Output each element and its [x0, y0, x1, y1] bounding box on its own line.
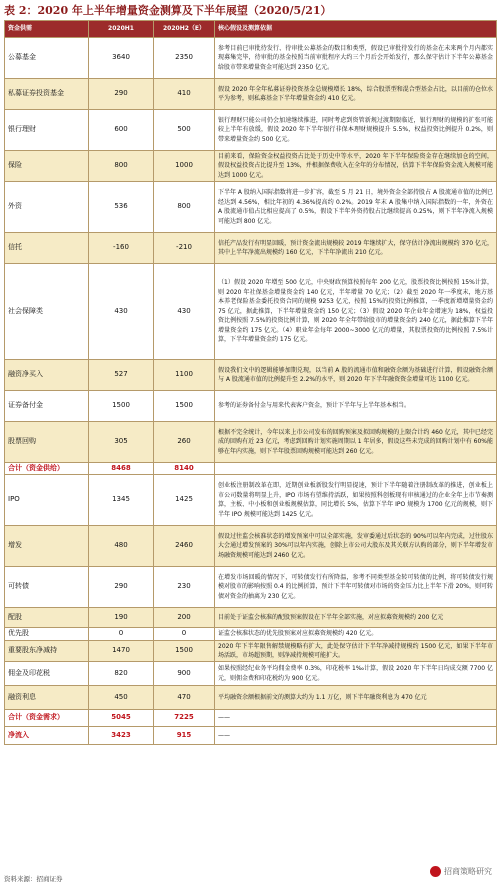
row-assumption: 假设我们文中的逻辑能够加期兑现，以当前 A 股的流通市值和融资余额为基础进行计算，假设融资余额与 A 股流通市值的比例提升至 2.2%的水平，则 2020 年下半年融资资金增量可达 1100 亿元。: [215, 360, 497, 391]
value-2020h1: 1345: [89, 475, 154, 526]
row-assumption: （1）假设 2020 年增至 500 亿元，中央财政预算按照每年 200 亿元，股票投资比例按照 15%计算，则 2020 年社保基金增量资金约 140 亿元，半年增量 70 亿元；（2）截至 2020 年一季度末，地方基本养老保险基金委托投资合同的规模 9253 亿元，按照 15%的投资比例推算，一季度新增增量资金约 75 亿元，据此推算，下半年增量资金约 150 亿元；（3）假设 2020 年企业年金增速为 18%，权益投资比例按照 7.5%的投资比例计算，则 2020 年全年带给股市的增量资金约 240 亿元，据此推算下半年增量资金约 175 亿元。（4）职业年金每年 2000~3000 亿元的增量，其股票投资的比例按照 7.5%计算，下半年增量资金约 175 亿元。: [215, 264, 497, 360]
table-row: [5, 567, 497, 608]
value-2020h1: 305: [89, 422, 154, 463]
value-2020h1: 290: [89, 79, 154, 110]
value-2020h2: 7225: [154, 710, 215, 727]
table-row: [5, 662, 497, 686]
value-2020h2: 0: [154, 628, 215, 641]
row-name: 佣金及印花税: [5, 662, 89, 686]
value-2020h2: 410: [154, 79, 215, 110]
value-2020h1: 800: [89, 151, 154, 182]
value-2020h1: 430: [89, 264, 154, 360]
row-assumption: 下半年 A 股纳入国际指数将进一步扩容，截至 5 月 21 日，境外资金全部持股占 A 股流通市值的比例已经达到 4.56%，相比年初的 4.36%提高约 0.2%。2019 年末 A 股集中纳入国际指数的一年，外资在 A 股流通市值占比相应提高了 0.5%，假设下半年外资持股占比继续提高 0.25%，则下半年净流入规模可能达到 800 亿元。: [215, 182, 497, 233]
value-2020h2: 470: [154, 686, 215, 710]
value-2020h2: 8140: [154, 463, 215, 475]
row-name: 配股: [5, 608, 89, 628]
table-row: [5, 686, 497, 710]
row-name: 私募证券投资基金: [5, 79, 89, 110]
table-row: [5, 727, 497, 745]
value-2020h1: -160: [89, 233, 154, 264]
value-2020h2: -210: [154, 233, 215, 264]
fund-flow-table: [4, 20, 497, 745]
value-2020h2: 1500: [154, 391, 215, 422]
row-name: 公募基金: [5, 38, 89, 79]
row-assumption: 在增发市场回暖的情况下，可转债发行有所降温，参考不同类型基金转可转债的比例，将可转债发行规模对股市的影响按照 0.4 的比例折算，预计下半年可转债对市场的资金压力比上半年下滑 20%，则可转债对资金的抽离为 230 亿元。: [215, 567, 497, 608]
value-2020h2: 1425: [154, 475, 215, 526]
value-2020h2: 1000: [154, 151, 215, 182]
table-row: [5, 264, 497, 360]
row-assumption: 2020 年下半年限售解禁规模略有扩大，此处保守估计下半年净减持规模约 1500 亿元，如果下半年市场活跃，市场超预期，则净减持规模可能扩大。: [215, 641, 497, 662]
row-name: 银行理财: [5, 110, 89, 151]
row-assumption: 目前来看，保险资金权益投资占比处于历史中等水平，2020 年下半年保险资金存在继续加仓的空间，假设权益投资占比提升至 13%，并根据保费收入在全年的分布情况，估算下半年保险资金流入规模可能达到 1000 亿元。: [215, 151, 497, 182]
row-assumption: 参考目前已审批待发行、待审批公募基金的数目和类型，假设已审批待发行的基金在未来两个月内都实现募集完毕，待审批的基金按照当前审批程序大约三个月后会开始发行，那么保守估计下半年公募基金给股市带来增量资金可能达到 2350 亿元。: [215, 38, 497, 79]
table-row: [5, 608, 497, 628]
value-2020h1: 450: [89, 686, 154, 710]
row-name: 融资利息: [5, 686, 89, 710]
value-2020h1: 290: [89, 567, 154, 608]
value-2020h1: 1470: [89, 641, 154, 662]
value-2020h1: 3423: [89, 727, 154, 745]
value-2020h1: 3640: [89, 38, 154, 79]
value-2020h2: 2460: [154, 526, 215, 567]
row-name: 可转债: [5, 567, 89, 608]
header-2020h2: 2020H2（E）: [154, 21, 215, 38]
row-name: 股票回购: [5, 422, 89, 463]
table-row: [5, 79, 497, 110]
table-row: [5, 463, 497, 475]
value-2020h2: 1500: [154, 641, 215, 662]
row-name: IPO: [5, 475, 89, 526]
row-name: 证券备付金: [5, 391, 89, 422]
header-assumptions: 核心假设及测算依据: [215, 21, 497, 38]
row-name: 合计（资金需求）: [5, 710, 89, 727]
row-assumption: 创业板注册制改革在即，近期创业板新股发行明显提速，预计下半年随着注册制改革的推进，创业板上市公司数量将明显上升，IPO 市场有望维持活跃，如果按照科创板现有审核通过的企业全年上市节奏测算，主板、中小板和创业板规模估算，同比增长 5%，估算下半年 IPO 规模为 1700 亿元的规模，则下半年 IPO 规模可能达到 1425 亿元。: [215, 475, 497, 526]
table-body: [5, 38, 497, 745]
row-assumption: 假设过往监会核准状态的增发预案中可以全部实施，发审委通过后状态的 90%可以年内完成，过往股东大会通过增发预案的 30%可以年内实施，创除上市公司大股东及其关联方认购的部分，则下半年增发市场融资规模可能达到 2460 亿元。: [215, 526, 497, 567]
row-name: 社会保障类: [5, 264, 89, 360]
value-2020h2: 2350: [154, 38, 215, 79]
row-assumption: 参考的证券备付金与用来代表客户资金，预计下半年与上半年基本相当。: [215, 391, 497, 422]
source-note: 资料来源：招商证券: [4, 875, 63, 883]
row-name: 融资净买入: [5, 360, 89, 391]
logo-icon: [430, 866, 441, 877]
row-assumption: ——: [215, 710, 497, 727]
value-2020h1: 820: [89, 662, 154, 686]
row-name: 优先股: [5, 628, 89, 641]
table-row: [5, 422, 497, 463]
value-2020h1: 1500: [89, 391, 154, 422]
row-assumption: [215, 463, 497, 475]
row-name: 重要股东净减持: [5, 641, 89, 662]
row-assumption: ——: [215, 727, 497, 745]
row-assumption: 信托产品发行有明显回暖，预计资金流出规模较 2019 年继续扩大，保守估计净流出规模约 370 亿元，其中上半年净流出规模约 160 亿元，下半年净流出 210 亿元。: [215, 233, 497, 264]
value-2020h1: 480: [89, 526, 154, 567]
value-2020h2: 200: [154, 608, 215, 628]
value-2020h2: 500: [154, 110, 215, 151]
row-name: 保险: [5, 151, 89, 182]
row-name: 信托: [5, 233, 89, 264]
value-2020h1: 190: [89, 608, 154, 628]
table-row: [5, 710, 497, 727]
table-row: [5, 628, 497, 641]
row-name: 外资: [5, 182, 89, 233]
table-row: [5, 151, 497, 182]
value-2020h2: 915: [154, 727, 215, 745]
row-name: 净流入: [5, 727, 89, 745]
value-2020h2: 230: [154, 567, 215, 608]
header-supply-demand: 资金供需: [5, 21, 89, 38]
row-assumption: 根据不完全统计，今年以来上市公司发布的回购预案及拟回购规模的上限合计约 460 亿元，其中已经完成的回购有近 23 亿元，考虑到回购计划实施周期以 1 年居多，假设这些未完成的回购计划中有 60%能够在年内实施，则下半年股票回购规模可能达到 260 亿元。: [215, 422, 497, 463]
row-assumption: 银行理财只能公司仍会加速继续推进，同时考虑到资管新规过渡期限临近，银行理财的规模的扩张可能较上半年有放缓，假设 2020 年下半年银行非保本理财规模提升 5.5%，权益投资比例提升 0.2%，则带来增量资金约 500 亿元。: [215, 110, 497, 151]
table-row: [5, 38, 497, 79]
table-row: [5, 360, 497, 391]
table-row: [5, 182, 497, 233]
table-row: [5, 641, 497, 662]
value-2020h1: 8468: [89, 463, 154, 475]
table-row: [5, 391, 497, 422]
value-2020h1: 527: [89, 360, 154, 391]
table-row: [5, 475, 497, 526]
row-name: 合计（资金供给）: [5, 463, 89, 475]
value-2020h2: 800: [154, 182, 215, 233]
table-row: [5, 526, 497, 567]
value-2020h2: 900: [154, 662, 215, 686]
value-2020h2: 260: [154, 422, 215, 463]
row-assumption: 目前处于证监会核准的配股预案假设在下半年全部实施，对应拟募资规模约 200 亿元: [215, 608, 497, 628]
value-2020h2: 430: [154, 264, 215, 360]
table-row: [5, 233, 497, 264]
watermark-text: 招商策略研究: [444, 867, 492, 876]
table-title: 表 2：2020 年上半年增量资金测算及下半年展望（2020/5/21）: [4, 4, 332, 17]
value-2020h1: 536: [89, 182, 154, 233]
table-row: [5, 110, 497, 151]
row-assumption: 假设 2020 年全年私募证券投资基金总规模增长 18%，综合股票型和混合型基金占比，以目前的仓位水平为参考，则私募基金下半年增量资金约 410 亿元。: [215, 79, 497, 110]
watermark: [430, 866, 492, 877]
value-2020h1: 600: [89, 110, 154, 151]
row-assumption: 平均融资余额根据前文的测算大约为 1.1 万亿，则下半年融资利息为 470 亿元: [215, 686, 497, 710]
header-2020h1: 2020H1: [89, 21, 154, 38]
row-assumption: 如果按照经纪业务平均佣金费率 0.3%，印花税率 1‰计算，假设 2020 年下半年日均成交额 7700 亿元，则佣金费和印花税约为 900 亿元。: [215, 662, 497, 686]
value-2020h1: 0: [89, 628, 154, 641]
table-header-row: [5, 21, 497, 38]
row-assumption: 证监会核准状态的优先股预案对应拟募资规模约 420 亿元。: [215, 628, 497, 641]
value-2020h1: 5045: [89, 710, 154, 727]
row-name: 增发: [5, 526, 89, 567]
value-2020h2: 1100: [154, 360, 215, 391]
